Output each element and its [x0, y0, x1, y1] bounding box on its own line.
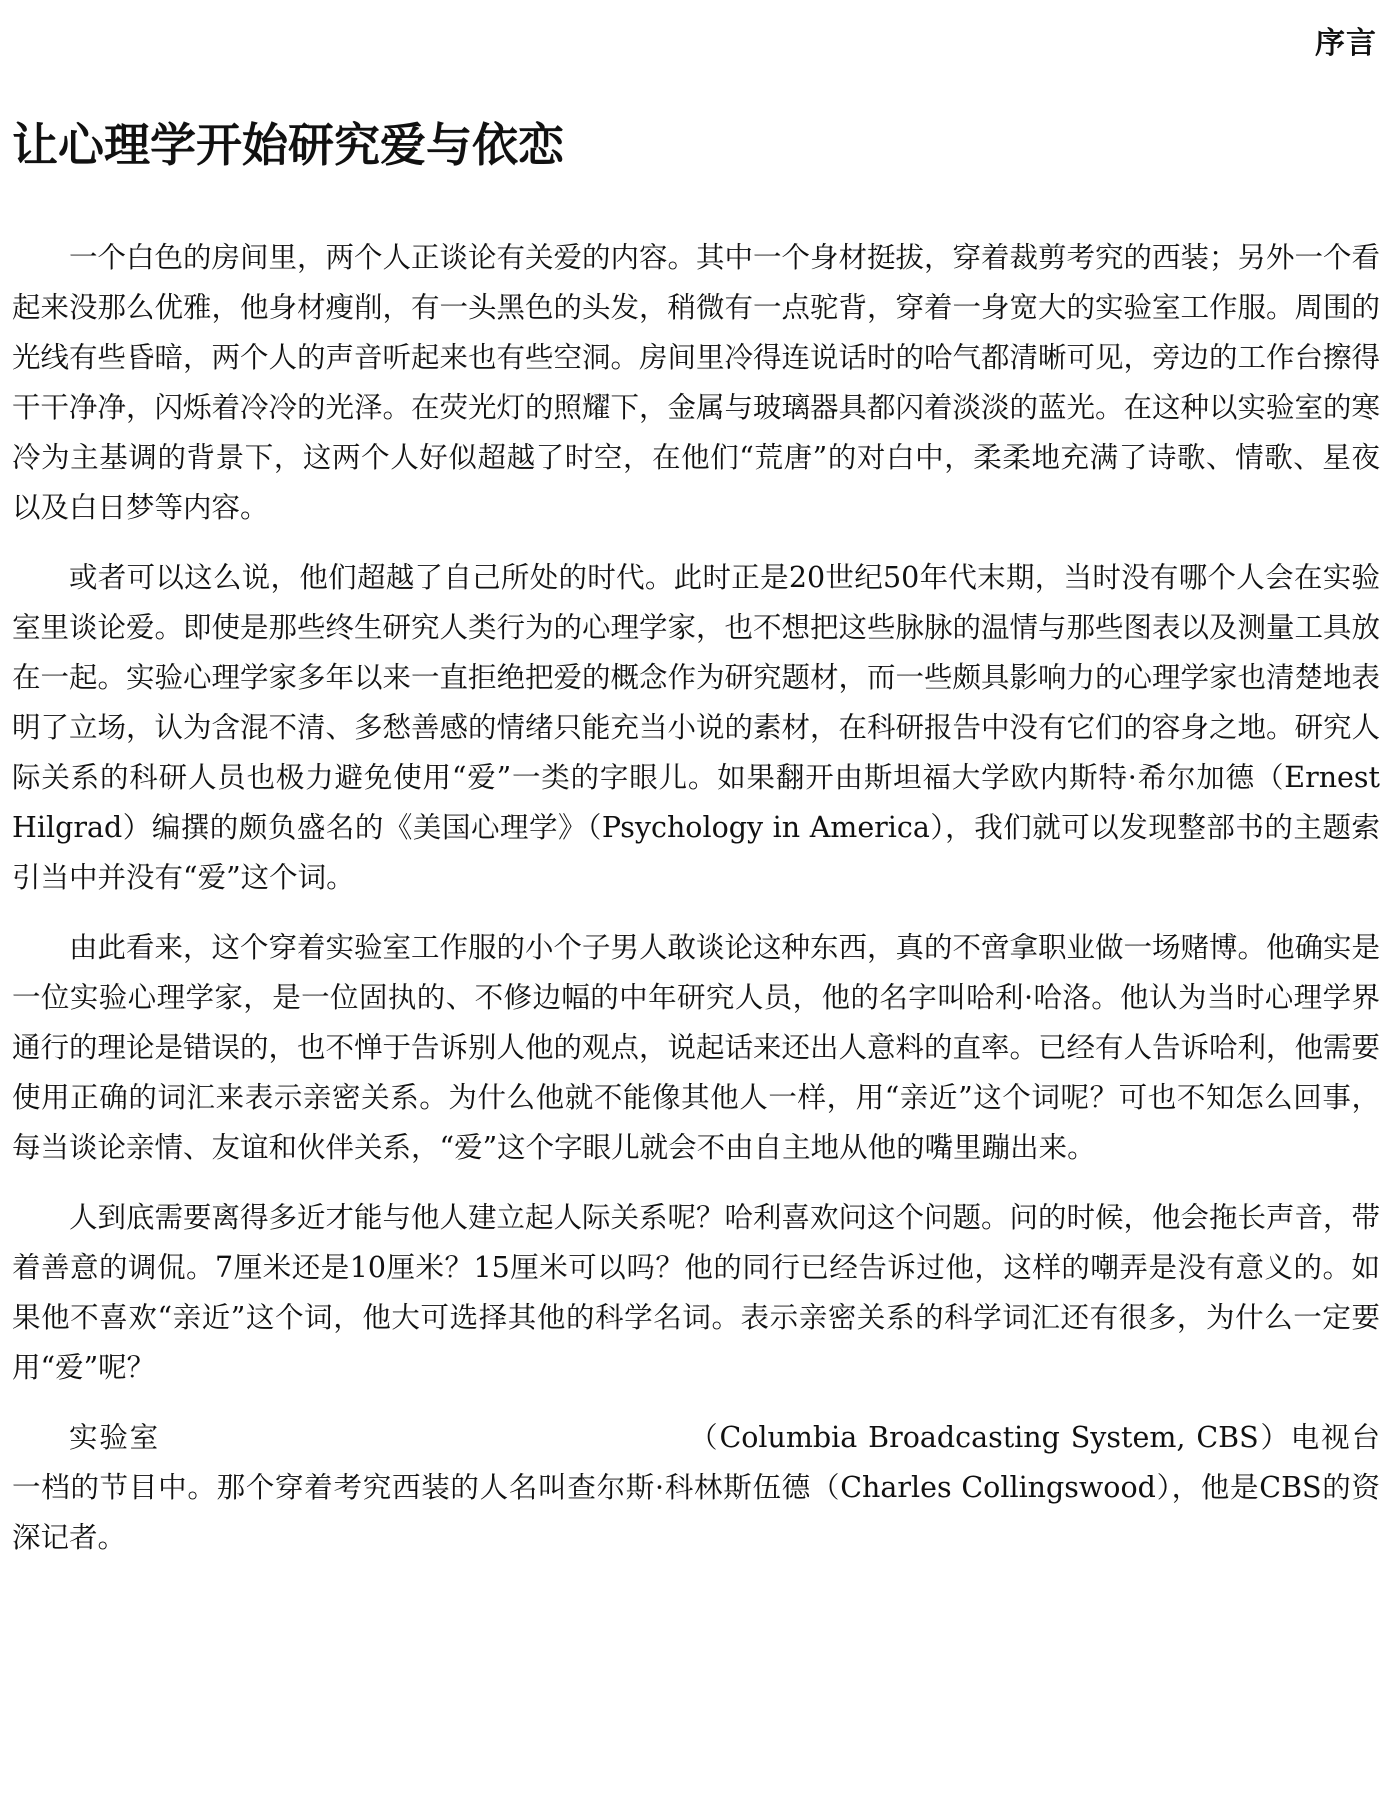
paragraph-3: 由此看来，这个穿着实验室工作服的小个子男人敢谈论这种东西，真的不啻拿职业做一场赌博。他确实是一位实验心理学家，是一位固执的、不修边幅的中年研究人员，他的名字叫哈利·哈洛。他认为当时心理学界通行的理论是错误的，也不惮于告诉别人他的观点，说起话来还出人意料的直率。已经有人告诉哈利，他需要使用正确的词汇来表示亲密关系。为什么他就不能像其他人一样，用“亲近”这个词呢？可也不知怎么回事，每当谈论亲情、友谊和伙伴关系，“爱”这个字眼儿就会不由自主地从他的嘴里蹦出来。 [12, 931, 1381, 1164]
paragraph-1: 一个白色的房间里，两个人正谈论有关爱的内容。其中一个身材挺拔，穿着裁剪考究的西装；另外一个看起来没那么优雅，他身材瘦削，有一头黑色的头发，稍微有一点驼背，穿着一身宽大的实验室工作服。周围的光线有些昏暗，两个人的声音听起来也有些空洞。房间里冷得连说话时的哈气都清晰可见，旁边的工作台擦得干干净净，闪烁着冷冷的光泽。在荧光灯的照耀下，金属与玻璃器具都闪着淡淡的蓝光。在这种以实验室的寒冷为主基调的背景下，这两个人好似超越了时空，在他们“荒唐”的对白中，柔柔地充满了诗歌、情歌、星夜以及白日梦等内容。 [12, 241, 1381, 524]
running-head: 序言 [1315, 26, 1377, 61]
paragraph-5 [12, 1413, 1380, 1563]
paragraph-2: 或者可以这么说，他们超越了自己所处的时代。此时正是20世纪50年代末期，当时没有哪个人会在实验室里谈论爱。即使是那些终生研究人类行为的心理学家，也不想把这些脉脉的温情与那些图表以及测量工具放在一起。实验心理学家多年以来一直拒绝把爱的概念作为研究题材，而一些颇具影响力的心理学家也清楚地表明了立场，认为含混不清、多愁善感的情绪只能充当小说的素材，在科研报告中没有它们的容身之地。研究人际关系的科研人员也极力避免使用“爱”一类的字眼儿。如果翻开由斯坦福大学欧内斯特·希尔加德（Ernest Hilgrad）编撰的颇负盛名的《美国心理学》（Psychology in America），我们就可以发现整部书的主题索引当中并没有“爱”这个词。 [12, 561, 1381, 894]
body-text [12, 233, 1380, 1583]
paragraph-4: 人到底需要离得多近才能与他人建立起人际关系呢？哈利喜欢问这个问题。问的时候，他会拖长声音，带着善意的调侃。7厘米还是10厘米？15厘米可以吗？他的同行已经告诉过他，这样的嘲弄是没有意义的。如果他不喜欢“亲近”这个词，他大可选择其他的科学名词。表示亲密关系的科学词汇还有很多，为什么一定要用“爱”呢？ [12, 1201, 1381, 1384]
paragraph-5-rest: （Columbia Broadcasting System, CBS）电视台一档的节目中。那个穿着考究西装的人名叫查尔斯·科林斯伍德（Charles Collingswood），他是CBS的资深记者。 [12, 1421, 1380, 1554]
paragraph-5-start: 实验室 [69, 1421, 161, 1454]
chapter-title: 让心理学开始研究爱与依恋 [12, 118, 564, 172]
